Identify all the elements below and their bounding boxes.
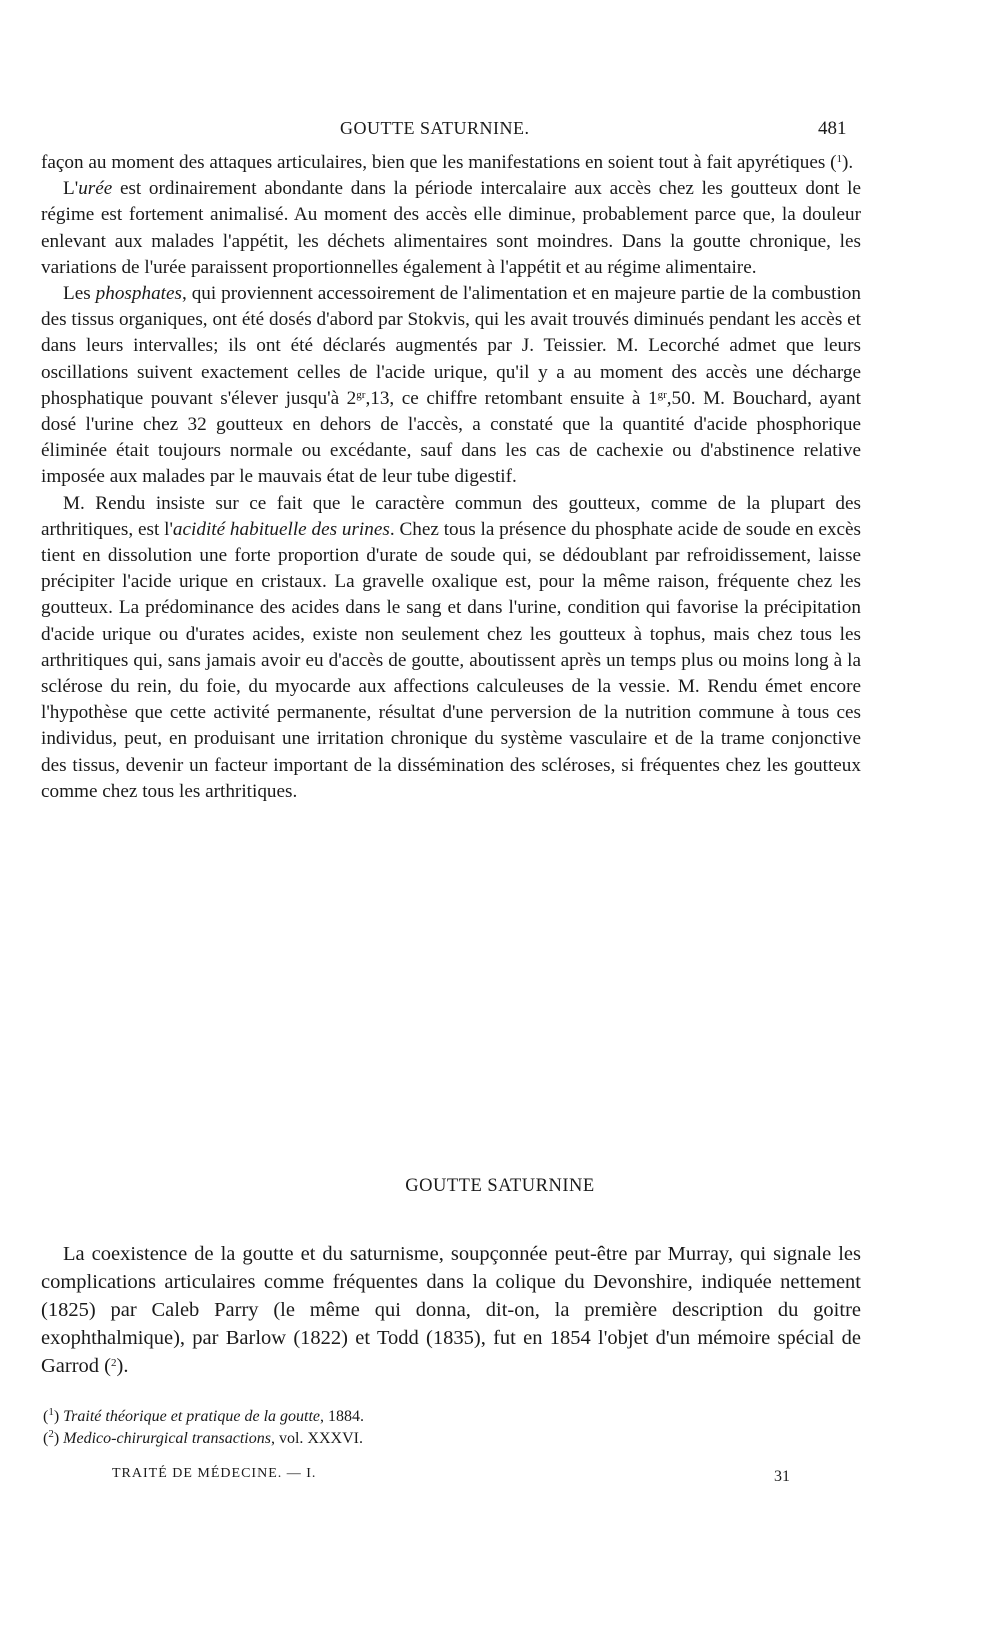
paragraph: La coexistence de la goutte et du saturnisme, soupçonnée peut-être par Murray, qui signale les complications articulaires comme fréquentes dans la colique du Devonshire, indiquée nettement (1825) par Caleb Parry (le même qui donna, dit-on, la première description du goitre exophthalmique), par Barlow (1822) et Todd (1835), fut en 1854 l'objet d'un mémoire spécial de Garrod ($^2$).: [41, 1243, 861, 1377]
running-title: GOUTTE SATURNINE.: [340, 118, 530, 138]
footnote: ($^1$) Traité théorique et pratique de la goutte, 1884.: [43, 1406, 365, 1425]
body-text: [41, 150, 861, 805]
page-number: 481: [818, 118, 847, 139]
running-head: [0, 118, 1000, 146]
section-text: [41, 1240, 861, 1380]
footnote: ($^2$) Medico-chirurgical transactions, vol. XXXVI.: [43, 1428, 363, 1447]
paragraph: M. Rendu insiste sur ce fait que le caractère commun des goutteux, comme de la plupart des arthritiques, est l'acidité habituelle des urines. Chez tous la présence du phosphate acide de soude en excès tient en dissolution une forte proportion d'urate de soude qui, se dédoublant par refroidissement, laisse précipiter l'acide urique en cristaux. La gravelle oxalique est, pour la même raison, fréquente chez les goutteux. La prédominance des acides dans le sang et dans l'urine, condition qui favorise la précipitation d'acide urique ou d'urates acides, existe non seulement chez les goutteux à tophus, mais chez tous les arthritiques qui, sans jamais avoir eu d'accès de goutte, aboutissent après un temps plus ou moins long à la sclérose du rein, du foie, du myocarde aux affections calculeuses de la vessie. M. Rendu émet encore l'hypothèse que cette activité permanente, résultat d'une perversion de la nutrition commune à tous ces individus, peut, en produisant une irritation chronique du système vasculaire et de la trame conjonctive des tissus, devenir un facteur important de la dissémination des scléroses, si fréquentes chez les goutteux comme chez tous les arthritiques.: [41, 492, 861, 802]
signature-mark: TRAITÉ DE MÉDECINE. — I.: [112, 1466, 317, 1481]
footnotes: [43, 1406, 843, 1450]
footnote-ref: 2: [111, 1357, 117, 1369]
paragraph: façon au moment des attaques articulaires, bien que les manifestations en soient tout à fait apyrétiques ($^1$).: [41, 152, 854, 173]
section-heading: GOUTTE SATURNINE: [405, 1176, 595, 1196]
signature-number: 31: [774, 1468, 790, 1485]
paragraph: L'urée est ordinairement abondante dans la période intercalaire aux accès chez les goutteux dont le régime est fortement animalisé. Au moment des accès elle diminue, probablement parce que, la douleur enlevant aux malades l'appétit, les déchets alimentaires sont moindres. Dans la goutte chronique, les variations de l'urée paraissent proportionnelles également à l'appétit et au régime alimentaire.: [41, 178, 861, 278]
paragraph: Les phosphates, qui proviennent accessoirement de l'alimentation et en majeure partie de la combustion des tissus organiques, ont été dosés d'abord par Stokvis, qui les avait trouvés diminués pendant les accès et dans leurs intervalles; ils ont été déclarés augmentés par J. Teissier. M. Lecorché admet que leurs oscillations suivent exactement celles de l'acide urique, qu'il y a au moment des accès une décharge phosphatique pouvant s'élever jusqu'à $2^{gr},13$, ce chiffre retombant ensuite à $1^{gr},50$. M. Bouchard, ayant dosé l'urine chez 32 goutteux en dehors de l'accès, a constaté que la quantité d'acide phosphorique éliminée était toujours normale ou excédante, sauf dans les cas de cachexie ou d'abstinence relative imposée aux malades par le mauvais état de leur tube digestif.: [41, 283, 861, 488]
footnote-ref: 1: [836, 153, 842, 165]
